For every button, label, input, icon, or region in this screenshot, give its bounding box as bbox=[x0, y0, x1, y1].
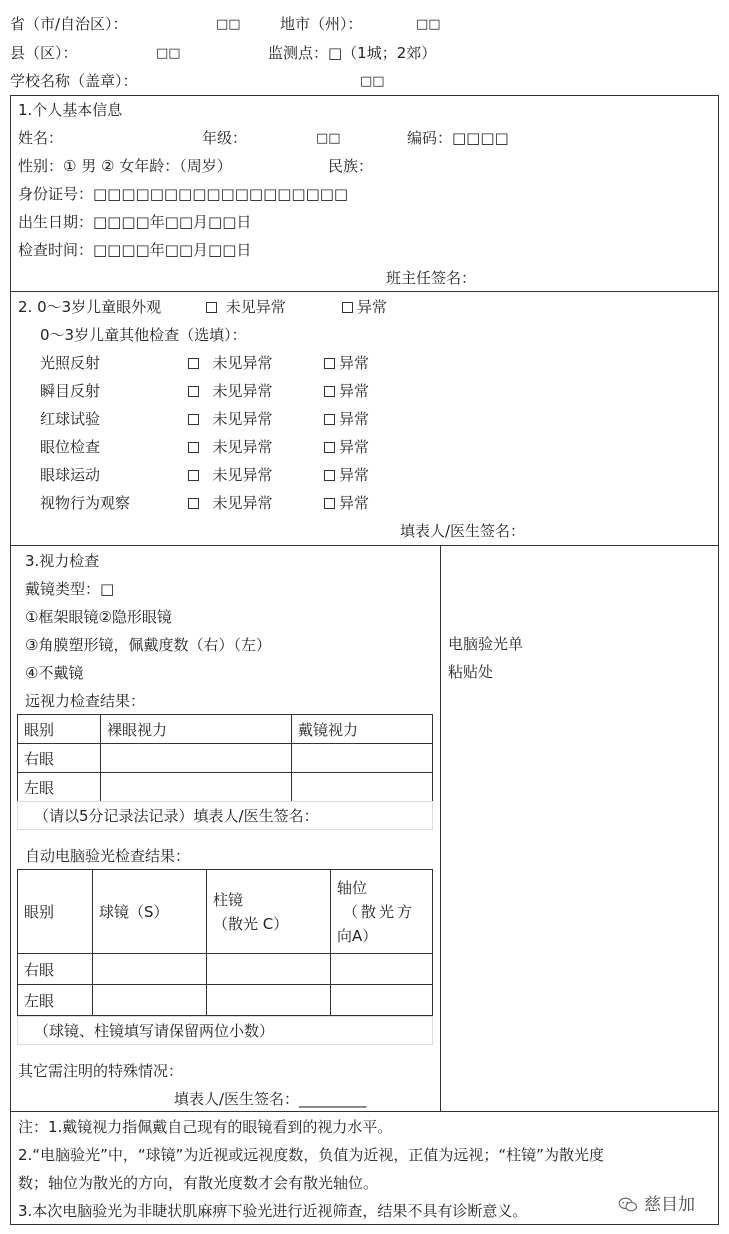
glasses-option-2: ③角膜塑形镜，佩戴度数（右）（左） bbox=[25, 636, 271, 654]
row-right-eye: 右眼 bbox=[18, 744, 101, 773]
other-notes-label: 其它需注明的特殊情况： bbox=[18, 1062, 184, 1080]
option-label: 未见异常 bbox=[212, 438, 273, 456]
row-left-eye: 左眼 bbox=[18, 985, 93, 1016]
exam-abnormal-option[interactable] bbox=[320, 353, 369, 373]
section3-signature: 填表人/医生签名：_________ bbox=[174, 1090, 367, 1108]
paste-area-label-2: 粘贴处 bbox=[448, 663, 494, 681]
cylinder-line-2: （散光 C） bbox=[213, 914, 289, 933]
option-label: 异常 bbox=[339, 410, 370, 428]
name-label: 姓名： bbox=[18, 129, 64, 147]
exam-normal-option[interactable] bbox=[184, 437, 273, 457]
exam-normal-option[interactable] bbox=[184, 465, 273, 485]
note-1: 注：1.戴镜视力指佩戴自己现有的眼镜看到的视力水平。 bbox=[18, 1118, 393, 1136]
section2-subtitle: 0～3岁儿童其他检查（选填）： bbox=[40, 326, 247, 344]
county-label: 县（区）： bbox=[10, 44, 78, 62]
exam-normal-option[interactable] bbox=[184, 409, 273, 429]
gender-age-line: 性别：① 男 ② 女年龄：（周岁） bbox=[18, 157, 232, 175]
glasses-option-3: ④不戴镜 bbox=[25, 664, 84, 682]
province-value: □□ bbox=[216, 17, 241, 32]
auto-refraction-title: 自动电脑验光检查结果： bbox=[25, 847, 191, 865]
cell-input[interactable] bbox=[292, 773, 433, 802]
option-label: 未见异常 bbox=[212, 494, 273, 512]
checkbox-icon[interactable] bbox=[324, 442, 335, 453]
cell-input[interactable] bbox=[331, 985, 433, 1016]
wechat-icon bbox=[618, 1197, 638, 1213]
cell-input[interactable] bbox=[207, 954, 331, 985]
exam-abnormal-option[interactable] bbox=[320, 493, 369, 513]
exam-normal-option[interactable] bbox=[184, 381, 273, 401]
exam-abnormal-option[interactable] bbox=[320, 465, 369, 485]
cell-input[interactable] bbox=[101, 744, 292, 773]
appearance-normal-option[interactable] bbox=[202, 297, 286, 317]
glasses-type-label: 戴镜类型：□ bbox=[25, 580, 115, 598]
auto-refraction-table bbox=[17, 869, 433, 1016]
exam-item-label: 红球试验 bbox=[40, 410, 101, 428]
cell-input[interactable] bbox=[93, 954, 207, 985]
cell-input[interactable] bbox=[207, 985, 331, 1016]
watermark-text: 慈目加 bbox=[644, 1195, 695, 1215]
checkbox-icon[interactable] bbox=[324, 470, 335, 481]
checkbox-icon[interactable] bbox=[188, 414, 199, 425]
code-label: 编码：□□□□ bbox=[407, 129, 509, 147]
col-header-axis bbox=[331, 870, 433, 954]
checkbox-icon[interactable] bbox=[188, 442, 199, 453]
county-value: □□ bbox=[156, 46, 181, 61]
divider-vertical bbox=[440, 545, 441, 1112]
exam-item-label: 眼位检查 bbox=[40, 438, 101, 456]
monitor-point-label: 监测点：□（1城；2郊） bbox=[268, 44, 437, 62]
watermark bbox=[618, 1190, 695, 1215]
glasses-option-1: ①框架眼镜②隐形眼镜 bbox=[25, 608, 172, 626]
exam-item-label: 眼球运动 bbox=[40, 466, 101, 484]
section2-title: 2. 0～3岁儿童眼外观 bbox=[18, 298, 162, 316]
exam-normal-option[interactable] bbox=[184, 353, 273, 373]
col-header-naked: 裸眼视力 bbox=[101, 715, 292, 744]
checkbox-icon[interactable] bbox=[324, 414, 335, 425]
option-label: 未见异常 bbox=[212, 410, 273, 428]
section2-signature: 填表人/医生签名： bbox=[400, 522, 526, 540]
checkbox-icon[interactable] bbox=[324, 498, 335, 509]
checkbox-icon[interactable] bbox=[188, 358, 199, 369]
exam-item-label: 光照反射 bbox=[40, 354, 101, 372]
grade-value: □□ bbox=[316, 131, 341, 146]
cell-input[interactable] bbox=[101, 773, 292, 802]
col-header-corrected: 戴镜视力 bbox=[292, 715, 433, 744]
checkbox-icon[interactable] bbox=[324, 358, 335, 369]
divider-3 bbox=[10, 1111, 719, 1112]
cylinder-line-1: 柱镜 bbox=[213, 890, 244, 909]
city-label: 地市（州）： bbox=[280, 15, 363, 33]
axis-line-1: 轴位 bbox=[337, 878, 368, 897]
checkbox-icon[interactable] bbox=[206, 302, 217, 313]
cell-input[interactable] bbox=[292, 744, 433, 773]
far-vision-note: （请以5分记录法记录）填表人/医生签名： bbox=[34, 807, 319, 825]
teacher-signature: 班主任签名： bbox=[386, 269, 477, 287]
ethnic-label: 民族： bbox=[328, 157, 374, 175]
grade-label: 年级： bbox=[202, 129, 248, 147]
exam-abnormal-option[interactable] bbox=[320, 409, 369, 429]
axis-line-2: （散光方 bbox=[343, 902, 416, 921]
exam-date-label: 检查时间：□□□□年□□月□□日 bbox=[18, 241, 252, 259]
far-vision-table bbox=[17, 714, 433, 802]
note-3: 3.本次电脑验光为非睫状肌麻痹下验光进行近视筛查，结果不具有诊断意义。 bbox=[18, 1202, 528, 1220]
appearance-abnormal-option[interactable] bbox=[338, 297, 387, 317]
option-label: 未见异常 bbox=[212, 466, 273, 484]
col-header-eye: 眼别 bbox=[18, 870, 93, 954]
col-header-sphere: 球镜（S） bbox=[93, 870, 207, 954]
checkbox-icon[interactable] bbox=[342, 302, 353, 313]
divider-2 bbox=[10, 545, 719, 546]
option-label: 异常 bbox=[339, 494, 370, 512]
cell-input[interactable] bbox=[331, 954, 433, 985]
checkbox-icon[interactable] bbox=[188, 498, 199, 509]
exam-normal-option[interactable] bbox=[184, 493, 273, 513]
option-label: 异常 bbox=[339, 382, 370, 400]
id-number-label: 身份证号：□□□□□□□□□□□□□□□□□□ bbox=[18, 185, 349, 203]
paste-area-label-1: 电脑验光单 bbox=[448, 635, 524, 653]
checkbox-icon[interactable] bbox=[188, 386, 199, 397]
row-left-eye: 左眼 bbox=[18, 773, 101, 802]
divider-1 bbox=[10, 291, 719, 292]
option-label: 未见异常 bbox=[212, 382, 273, 400]
school-label: 学校名称（盖章）： bbox=[10, 72, 138, 90]
option-label: 未见异常 bbox=[225, 298, 286, 316]
exam-item-label: 瞬目反射 bbox=[40, 382, 101, 400]
city-value: □□ bbox=[416, 17, 441, 32]
school-value: □□ bbox=[360, 74, 385, 89]
option-label: 未见异常 bbox=[212, 354, 273, 372]
option-label: 异常 bbox=[357, 298, 388, 316]
form-outer-border bbox=[10, 95, 719, 1225]
option-label: 异常 bbox=[339, 354, 370, 372]
section3-title: 3.视力检查 bbox=[25, 552, 100, 570]
option-label: 异常 bbox=[339, 438, 370, 456]
exam-abnormal-option[interactable] bbox=[320, 381, 369, 401]
checkbox-icon[interactable] bbox=[188, 470, 199, 481]
exam-abnormal-option[interactable] bbox=[320, 437, 369, 457]
exam-item-label: 视物行为观察 bbox=[40, 494, 131, 512]
far-vision-title: 远视力检查结果： bbox=[25, 692, 146, 710]
row-right-eye: 右眼 bbox=[18, 954, 93, 985]
province-label: 省（市/自治区）： bbox=[10, 15, 128, 33]
cell-input[interactable] bbox=[93, 985, 207, 1016]
auto-refraction-note: （球镜、柱镜填写请保留两位小数） bbox=[34, 1022, 275, 1040]
option-label: 异常 bbox=[339, 466, 370, 484]
checkbox-icon[interactable] bbox=[324, 386, 335, 397]
note-2-line-2: 数；轴位为散光的方向，有散光度数才会有散光轴位。 bbox=[18, 1174, 379, 1192]
axis-line-3: 向A） bbox=[337, 926, 378, 945]
col-header-eye: 眼别 bbox=[18, 715, 101, 744]
section1-title: 1.个人基本信息 bbox=[18, 101, 123, 119]
birth-date-label: 出生日期：□□□□年□□月□□日 bbox=[18, 213, 252, 231]
note-2-line-1: 2.“电脑验光”中，“球镜”为近视或远视度数，负值为近视，正值为远视；“柱镜”为散光度 bbox=[18, 1146, 604, 1164]
col-header-cylinder bbox=[207, 870, 331, 954]
